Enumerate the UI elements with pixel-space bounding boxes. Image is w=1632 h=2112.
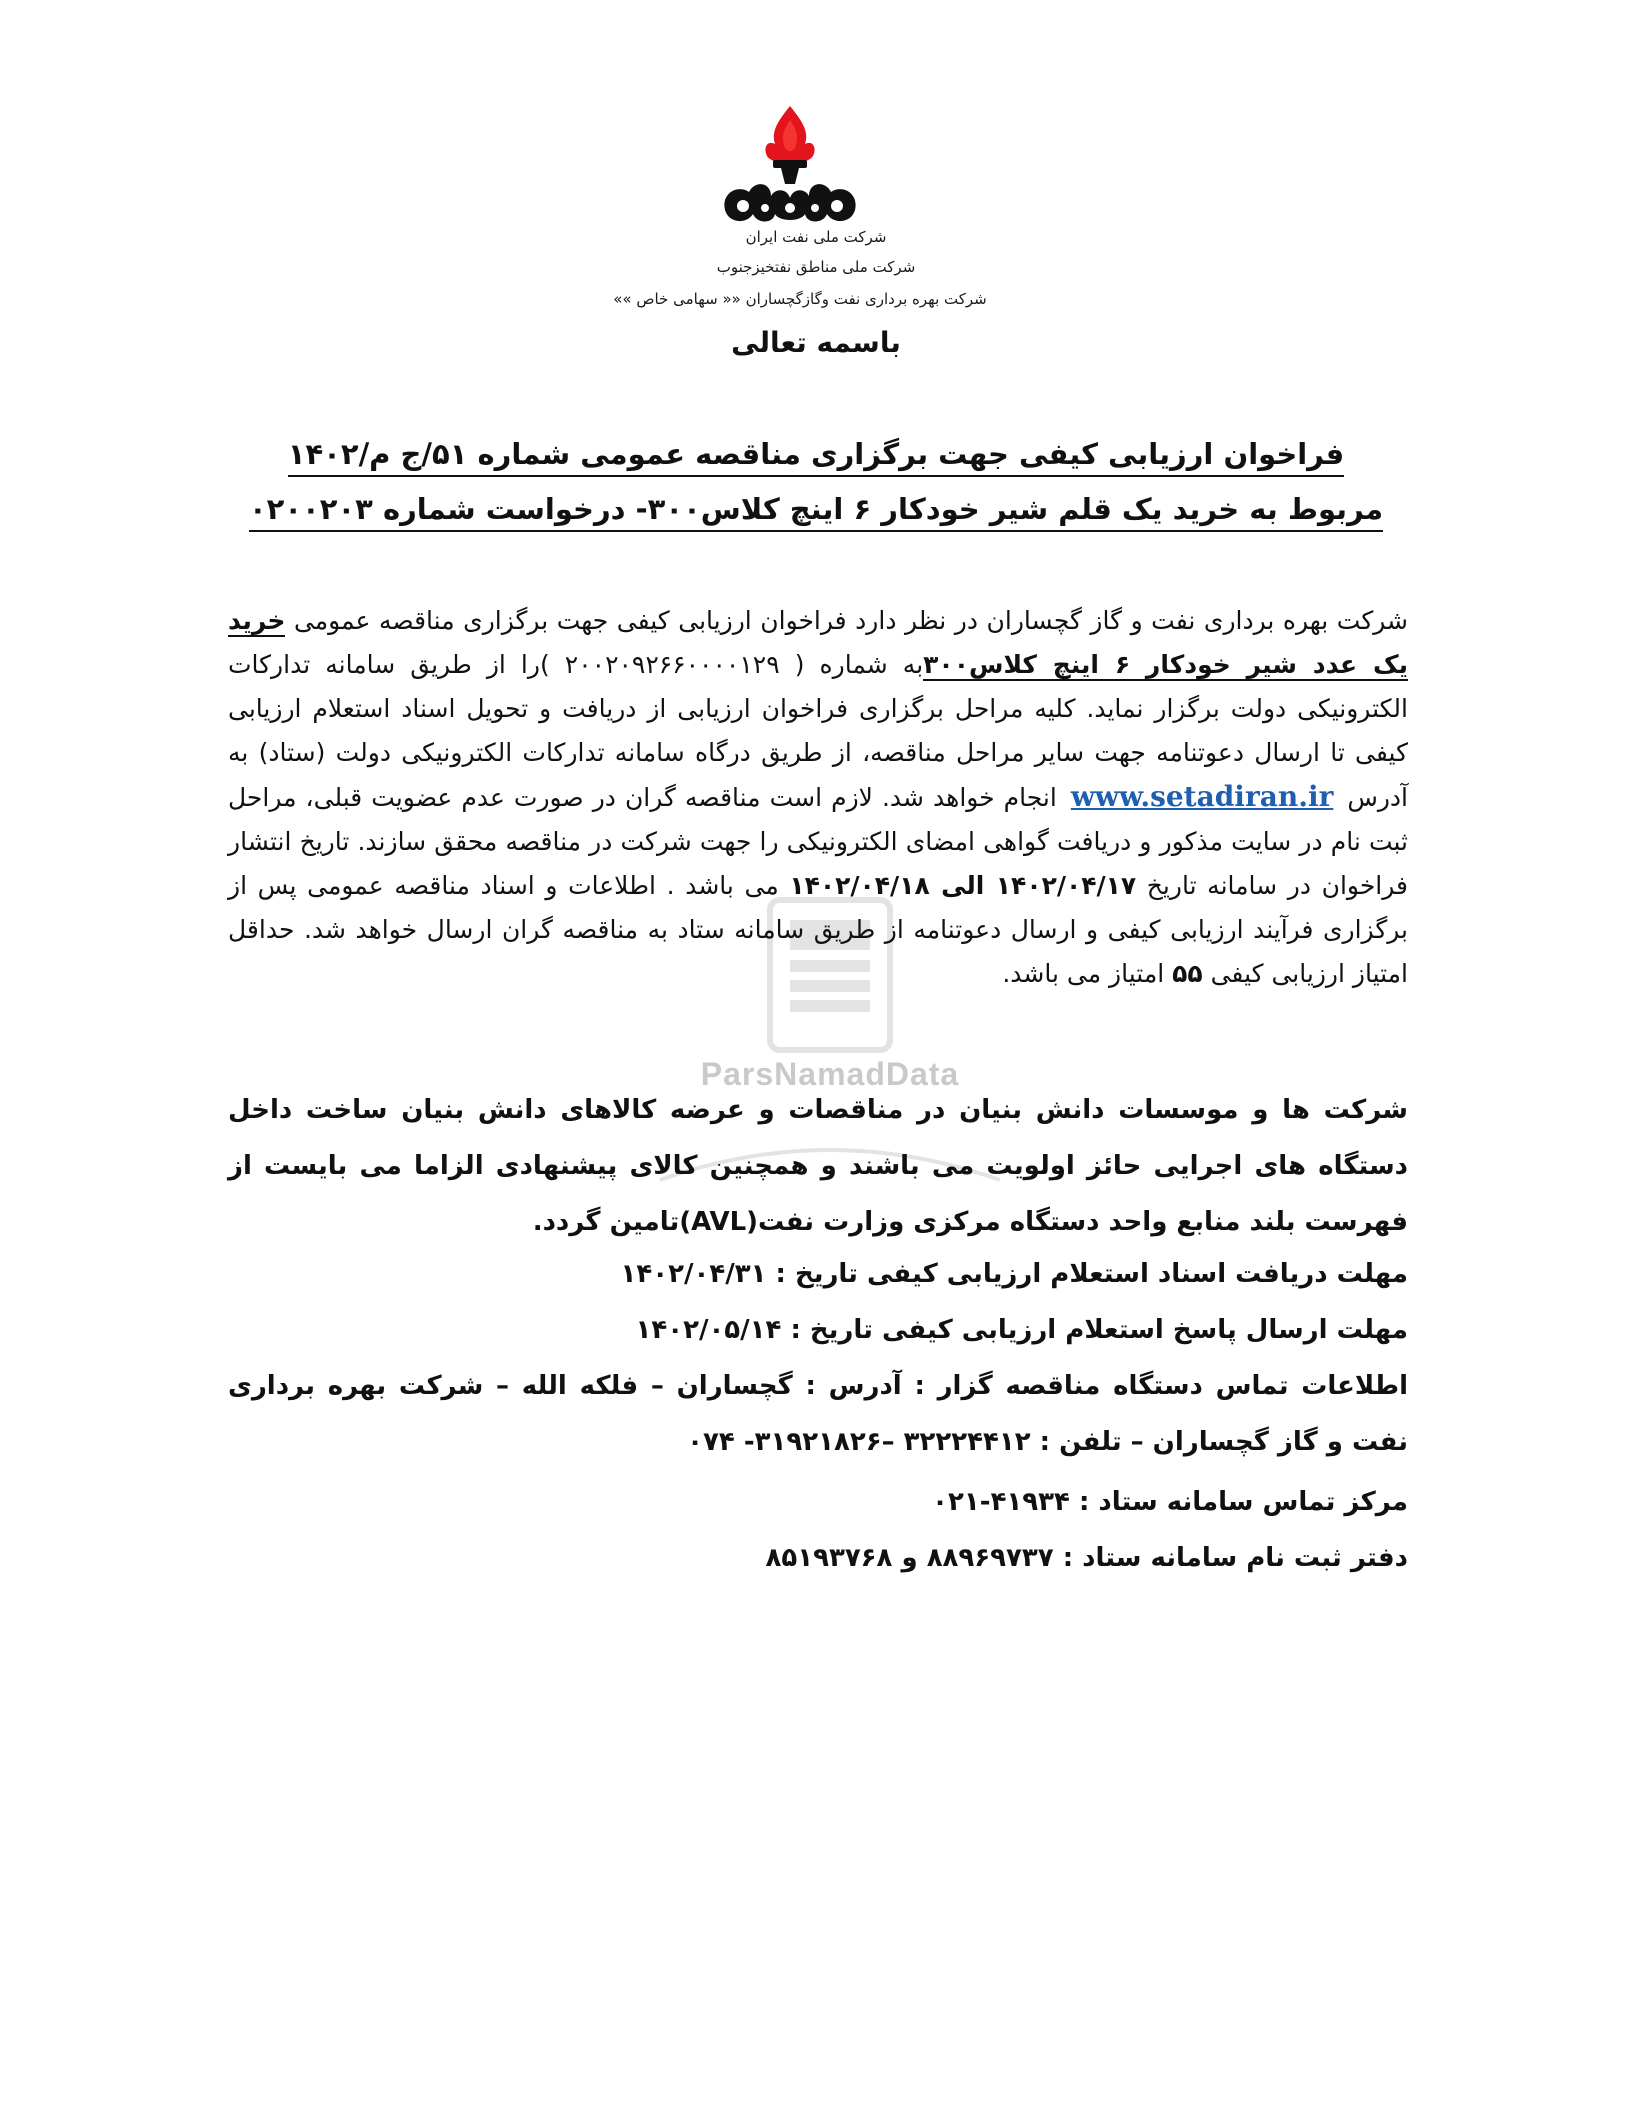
contact-info-line: اطلاعات تماس دستگاه مناقصه گزار : آدرس : گچساران – فلکه الله – شرکت بهره برداری نفت و گاز گچساران – تلفن : ۳۲۲۲۴۴۱۲ –۳۱۹۲۱۸۲۶- ۰۷۴ <box>228 1371 1408 1457</box>
watermark-text: ParsNamadData <box>700 1056 960 1092</box>
intro-paragraph <box>228 599 1408 996</box>
send-deadline-line: مهلت ارسال پاسخ استعلام ارزیابی کیفی تاریخ : ۱۴۰۲/۰۵/۱۴ <box>635 1315 1408 1345</box>
org-name-line-1: شرکت ملی نفت ایران <box>745 228 887 246</box>
page-title-line-2 <box>0 492 1632 526</box>
intro-text-part-3: انجام خواهد شد. لازم است مناقصه گران در صورت عدم عضویت قبلی، مراحل ثبت نام در سایت مذکور و دریافت گواهی امضای الکترونیکی را جهت شرکت در مناقصه محقق سازند. تاریخ انتشار فراخوان در سامانه تاریخ <box>228 783 1408 900</box>
title-text-1: فراخوان ارزیابی کیفی جهت برگزاری مناقصه عمومی شماره ۵۱/ج م/۱۴۰۲ <box>288 437 1344 477</box>
title-text-2: مربوط به خرید یک قلم شیر خودکار ۶ اینچ کلاس۳۰۰- درخواست شماره ۰۲۰۰۲۰۳ <box>249 492 1383 532</box>
intro-text-part-2: به شماره ( ۲۰۰۲۰۹۲۶۶۰۰۰۰۱۲۹ )را از طریق سامانه تدارکات الکترونیکی دولت برگزار نماید. کلیه مراحل برگزاری فراخوان ارزیابی از دریافت و تحویل اسناد استعلام ارزیابی کیفی تا ارسال دعوتنامه جهت سایر مراحل مناقصه، از طریق درگاه سامانه تدارکات الکترونیکی دولت (ستاد) به آدرس <box>228 650 1408 812</box>
setad-call-center-line: مرکز تماس سامانه ستاد : ۴۱۹۳۴-۰۲۱ <box>932 1487 1408 1517</box>
receive-deadline-line: مهلت دریافت اسناد استعلام ارزیابی کیفی تاریخ : ۱۴۰۲/۰۴/۳۱ <box>620 1259 1408 1289</box>
org-name-line-2: شرکت ملی مناطق نفتخیزجنوب <box>716 258 916 276</box>
publication-date-range: ۱۴۰۲/۰۴/۱۷ الی ۱۴۰۲/۰۴/۱۸ <box>789 871 1137 900</box>
basmala-heading: باسمه تعالی <box>731 326 901 359</box>
knowledge-based-priority-paragraph: شرکت ها و موسسات دانش بنیان در مناقصات و عرضه کالاهای دانش بنیان ساخت داخل دستگاه های اجرایی حائز اولویت می باشند و همچنین کالای پیشنهادی الزاما می بایست از فهرست بلند منابع واحد دستگاه مرکزی وزارت نفت(AVL)تامین گردد. <box>228 1095 1408 1237</box>
minimum-score: ۵۵ <box>1172 959 1203 988</box>
intro-text-part-1: شرکت بهره برداری نفت و گاز گچساران در نظر دارد فراخوان ارزیابی کیفی جهت برگزاری مناقصه عمومی <box>285 606 1408 635</box>
item-description-emphasis: خرید یک عدد شیر خودکار ۶ اینچ کلاس۳۰۰ <box>228 606 1408 679</box>
nioc-flame-logo-icon <box>715 100 865 232</box>
intro-text-part-4: می باشد . اطلاعات و اسناد مناقصه عمومی پس از برگزاری فرآیند ارزیابی کیفی و ارسال دعوتنامه از طریق سامانه ستاد به مناقصه گران ارسال خواهد شد. حداقل امتیاز ارزیابی کیفی <box>228 871 1408 988</box>
page-title-line-1 <box>0 437 1632 471</box>
intro-text-part-5: امتیاز می باشد. <box>1002 959 1173 988</box>
org-name-line-3: شرکت بهره برداری نفت وگازگچساران «« سهامی خاص »» <box>613 290 987 308</box>
setad-website-link[interactable]: www.setadiran.ir <box>1070 780 1334 813</box>
setad-registration-office-line: دفتر ثبت نام سامانه ستاد : ۸۸۹۶۹۷۳۷ و ۸۵۱۹۳۷۶۸ <box>765 1543 1408 1573</box>
